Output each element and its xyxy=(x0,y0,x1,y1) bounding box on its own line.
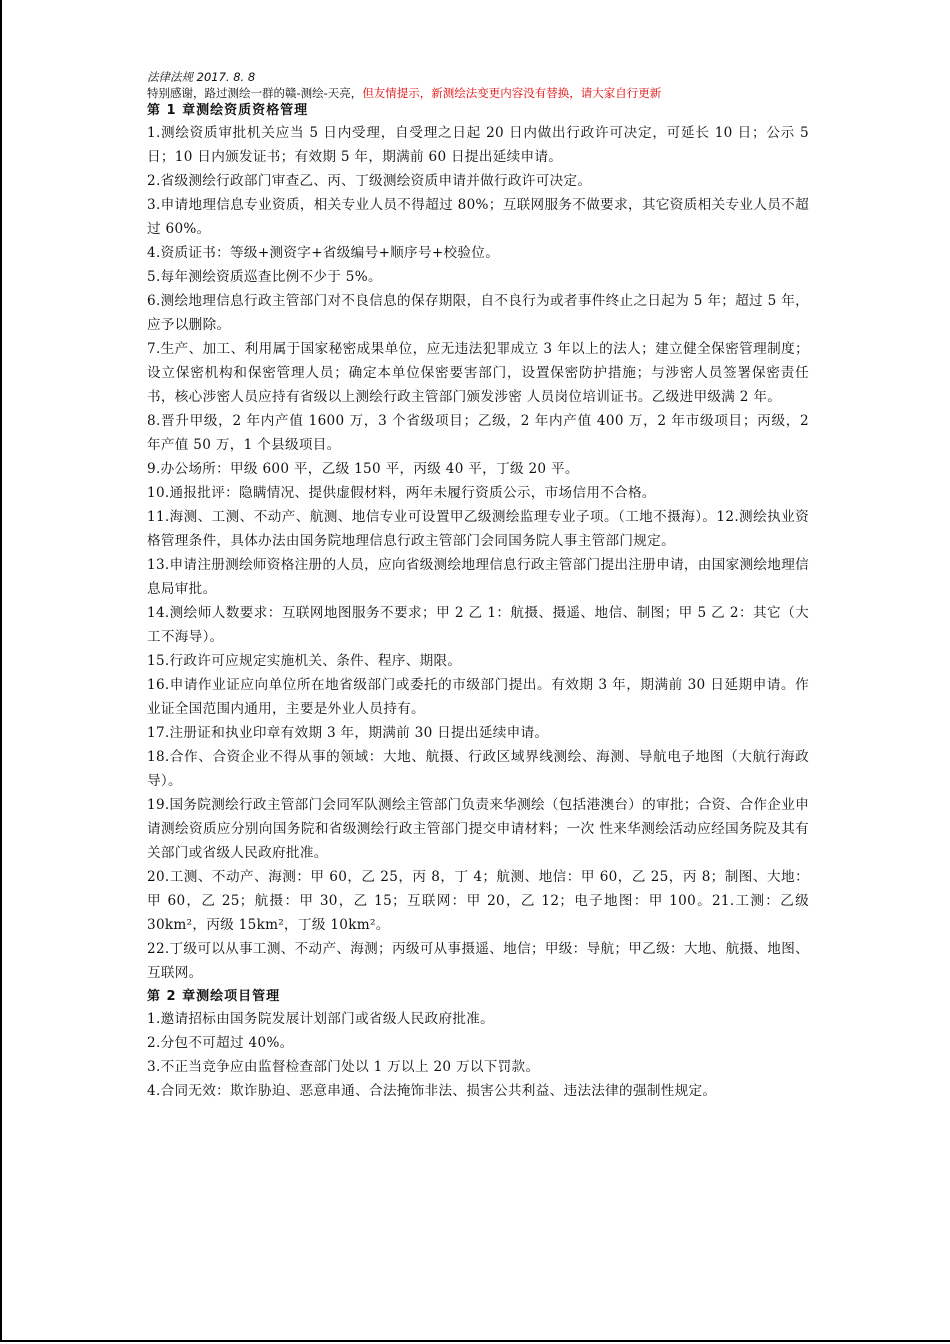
list-item: 10.通报批评：隐瞒情况、提供虚假材料，两年未履行资质公示，市场信用不合格。 xyxy=(147,485,656,501)
chapter-2-title: 第 2 章测绘项目管理 xyxy=(147,989,281,1004)
chapter-1-title: 第 1 章测绘资质资格管理 xyxy=(147,103,309,118)
list-item: 5.每年测绘资质巡查比例不少于 5%。 xyxy=(147,269,382,285)
list-item: 3.不正当竞争应由监督检查部门处以 1 万以上 20 万以下罚款。 xyxy=(147,1059,540,1075)
list-item: 6.测绘地理信息行政主管部门对不良信息的保存期限，自不良行为或者事件终止之日起为 5 年；超过 5 年，应予以删除。 xyxy=(147,293,809,333)
list-item: 7.生产、加工、利用属于国家秘密成果单位，应无违法犯罪成立 3 年以上的法人；建立健全保密管理制度；设立保密机构和保密管理人员；确定本单位保密要害部门，设置保密防护措施；与涉密人员签署保密责任书，核心涉密人员应持有省级以上测绘行政主管部门颁发涉密 人员岗位培训证书。乙级进甲级满 2 年。 xyxy=(147,341,809,405)
document-content xyxy=(147,70,809,1103)
list-item: 1.邀请招标由国务院发展计划部门或省级人民政府批准。 xyxy=(147,1011,495,1027)
list-item: 4.合同无效：欺诈胁迫、恶意串通、合法掩饰非法、损害公共利益、违法法律的强制性规定。 xyxy=(147,1083,717,1099)
list-item: 4.资质证书：等级+测资字+省级编号+顺序号+校验位。 xyxy=(147,245,500,261)
list-item: 2.省级测绘行政部门审查乙、丙、丁级测绘资质申请并做行政许可决定。 xyxy=(147,173,592,189)
list-item: 3.申请地理信息专业资质，相关专业人员不得超过 80%；互联网服务不做要求，其它资质相关专业人员不超过 60%。 xyxy=(147,197,809,237)
list-item: 14.测绘师人数要求：互联网地图服务不要求；甲 2 乙 1：航摄、摄遥、地信、制图；甲 5 乙 2：其它（大工不海导）。 xyxy=(147,605,809,645)
list-item: 19.国务院测绘行政主管部门会同军队测绘主管部门负责来华测绘（包括港澳台）的审批；合资、合作企业申请测绘资质应分别向国务院和省级测绘行政主管部门提交申请材料；一次 性来华测绘活动应经国务院及其有关部门或省级人民政府批准。 xyxy=(147,797,809,861)
list-item: 1.测绘资质审批机关应当 5 日内受理，自受理之日起 20 日内做出行政许可决定，可延长 10 日；公示 5 日；10 日内颁发证书；有效期 5 年，期满前 60 日提出延续申请。 xyxy=(147,125,809,165)
list-item: 9.办公场所：甲级 600 平，乙级 150 平，丙级 40 平，丁级 20 平。 xyxy=(147,461,579,477)
thanks-line xyxy=(147,85,809,101)
list-item: 13.申请注册测绘师资格注册的人员，应向省级测绘地理信息行政主管部门提出注册申请，由国家测绘地理信息局审批。 xyxy=(147,557,809,597)
chapter-1-list xyxy=(147,121,809,985)
list-item: 15.行政许可应规定实施机关、条件、程序、期限。 xyxy=(147,653,462,669)
update-warning: 但友情提示，新测绘法变更内容没有替换，请大家自行更新 xyxy=(362,86,662,100)
list-item: 18.合作、合资企业不得从事的领域：大地、航摄、行政区域界线测绘、海测、导航电子地图（大航行海政导）。 xyxy=(147,749,809,789)
thanks-text: 特别感谢，路过测绘一群的赣-测绘-天亮， xyxy=(147,86,363,100)
list-item: 8.晋升甲级，2 年内产值 1600 万，3 个省级项目；乙级，2 年内产值 400 万，2 年市级项目；丙级，2 年产值 50 万，1 个县级项目。 xyxy=(147,413,809,453)
list-item: 2.分包不可超过 40%。 xyxy=(147,1035,294,1051)
list-item: 20.工测、不动产、海测：甲 60，乙 25，丙 8，丁 4；航测、地信：甲 60，乙 25，丙 8；制图、大地：甲 60，乙 25；航摄：甲 30，乙 15；互联网：甲 20，乙 12；电子地图：甲 100。21.工测：乙级 30km²，丙级 15km²，丁级 10km²。 xyxy=(147,869,809,933)
list-item: 16.申请作业证应向单位所在地省级部门或委托的市级部门提出。有效期 3 年，期满前 30 日延期申请。作业证全国范围内通用，主要是外业人员持有。 xyxy=(147,677,809,717)
list-item: 11.海测、工测、不动产、航测、地信专业可设置甲乙级测绘监理专业子项。（工地不摄海）。12.测绘执业资格管理条件，具体办法由国务院地理信息行政主管部门会同国务院人事主管部门规定。 xyxy=(147,509,809,549)
list-item: 17.注册证和执业印章有效期 3 年，期满前 30 日提出延续申请。 xyxy=(147,725,549,741)
chapter-2-list xyxy=(147,1007,809,1103)
list-item: 22.丁级可以从事工测、不动产、海测；丙级可从事摄遥、地信；甲级：导航；甲乙级：大地、航摄、地图、互联网。 xyxy=(147,941,809,981)
date-line: 法律法规 2017. 8. 8 xyxy=(147,70,256,84)
